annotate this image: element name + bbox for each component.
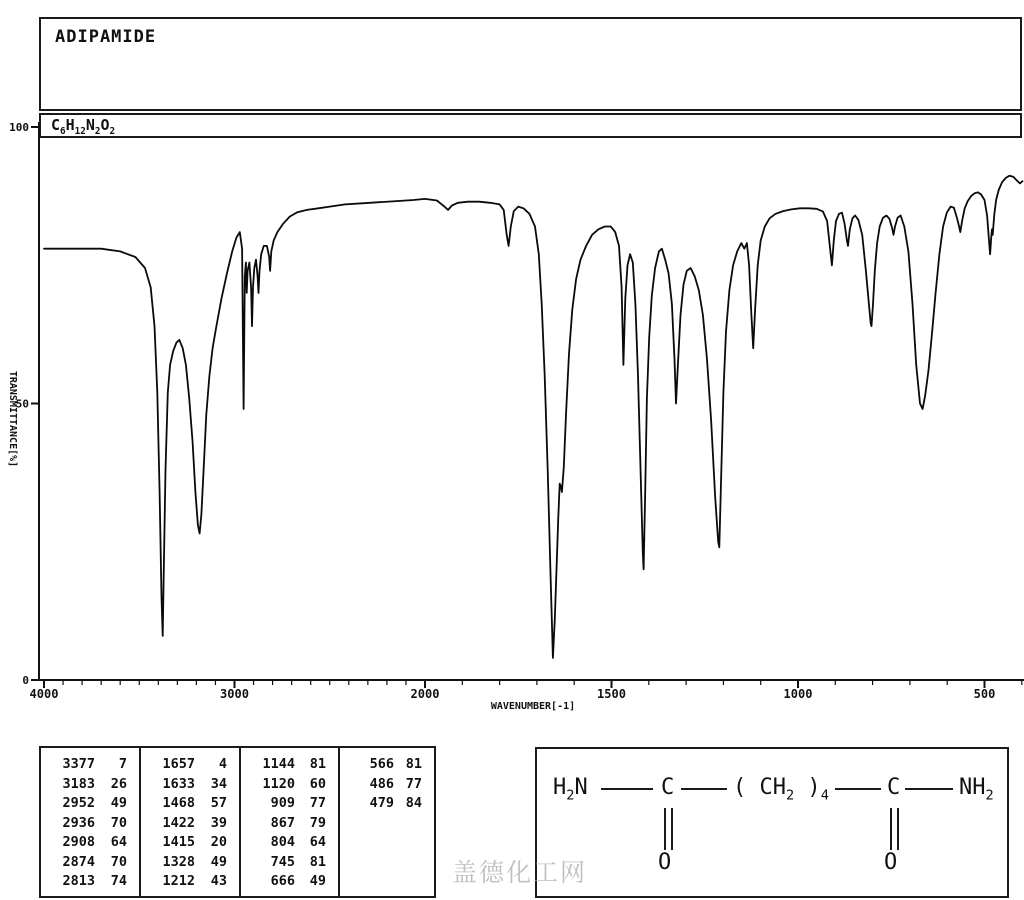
bond-line — [601, 788, 653, 790]
peak-wavenumber: 867 — [270, 814, 295, 831]
carbonyl-carbon-right: C — [887, 775, 901, 800]
peak-transmittance: 81 — [309, 853, 326, 870]
y-tick-label: 0 — [22, 674, 29, 687]
text-run: NH — [959, 775, 986, 800]
double-bond-line — [890, 808, 892, 850]
double-bond-line — [897, 808, 899, 850]
spectrum-curve — [44, 176, 1023, 658]
peak-wavenumber: 3183 — [62, 775, 95, 792]
peak-wavenumber: 1328 — [162, 853, 195, 870]
subscript: 12 — [74, 126, 86, 137]
peak-transmittance: 57 — [210, 795, 227, 811]
text-run: ( CH — [733, 775, 786, 800]
text-run: N — [574, 775, 588, 800]
peak-row — [153, 853, 227, 873]
peak-row — [253, 872, 326, 892]
subscript: 2 — [94, 126, 101, 137]
peak-transmittance: 20 — [210, 834, 227, 850]
peak-wavenumber: 1422 — [162, 814, 195, 831]
peak-transmittance: 70 — [110, 814, 127, 831]
subscript: 6 — [60, 126, 66, 137]
bond-line — [681, 788, 727, 790]
text-run: O — [100, 116, 110, 134]
peak-wavenumber: 909 — [270, 795, 295, 811]
peak-transmittance: 84 — [405, 795, 422, 811]
peak-row — [153, 775, 227, 795]
peak-wavenumber: 566 — [369, 756, 394, 772]
peak-transmittance: 74 — [110, 873, 127, 889]
peak-transmittance: 39 — [210, 814, 227, 831]
y-tick-label: 50 — [15, 397, 29, 411]
carbonyl-carbon-left: C — [661, 775, 675, 800]
peak-table — [39, 746, 436, 898]
peak-transmittance: 64 — [309, 834, 326, 850]
peak-wavenumber: 804 — [270, 834, 295, 850]
peak-table-column-2 — [141, 748, 241, 896]
oxygen-atom-left: O — [658, 850, 672, 875]
peak-wavenumber: 479 — [369, 795, 394, 811]
peak-wavenumber: 1633 — [162, 775, 195, 792]
subscript: 2 — [109, 126, 116, 137]
peak-row — [53, 755, 127, 775]
peak-transmittance: 77 — [405, 775, 422, 792]
y-tick-label: 100 — [9, 121, 29, 134]
peak-wavenumber: 3377 — [62, 756, 95, 772]
peak-transmittance: 26 — [110, 775, 127, 792]
peak-wavenumber: 1212 — [162, 873, 195, 889]
text-run: H — [553, 775, 567, 800]
molecular-formula-panel — [39, 113, 1022, 138]
x-tick-label: 1000 — [783, 687, 813, 701]
peak-row — [153, 794, 227, 814]
site-watermark: 盖德化工网 — [452, 858, 588, 887]
peak-row — [253, 833, 326, 853]
peak-wavenumber: 1144 — [262, 756, 295, 772]
text-run: ) — [794, 775, 821, 800]
peak-wavenumber: 486 — [369, 775, 394, 792]
peak-wavenumber: 1120 — [262, 775, 295, 792]
peak-wavenumber: 1468 — [162, 795, 195, 811]
peak-row — [53, 853, 127, 873]
peak-row — [153, 755, 227, 775]
peak-transmittance: 7 — [118, 756, 127, 772]
peak-row — [53, 775, 127, 795]
double-bond-line — [664, 808, 666, 850]
peak-transmittance: 60 — [309, 775, 326, 792]
x-tick-label: 1500 — [597, 687, 626, 701]
peak-row — [153, 833, 227, 853]
amine-left-group — [553, 775, 588, 803]
bond-line — [835, 788, 881, 790]
oxygen-atom-right: O — [884, 850, 898, 875]
peak-row — [253, 794, 326, 814]
peak-row — [253, 755, 326, 775]
x-tick-label: 3000 — [220, 687, 249, 701]
peak-transmittance: 81 — [405, 756, 422, 772]
peak-table-column-4 — [340, 748, 434, 896]
peak-transmittance: 49 — [110, 795, 127, 811]
peak-wavenumber: 1415 — [162, 834, 195, 850]
peak-wavenumber: 745 — [270, 853, 295, 870]
x-tick-label: 2000 — [410, 687, 440, 701]
peak-row — [53, 833, 127, 853]
peak-table-column-3 — [241, 748, 340, 896]
peak-wavenumber: 666 — [270, 873, 295, 889]
compound-name: ADIPAMIDE — [55, 27, 157, 47]
peak-row — [352, 775, 422, 795]
peak-wavenumber: 2952 — [62, 795, 95, 811]
subscript: 2 — [566, 787, 575, 804]
peak-transmittance: 79 — [309, 814, 326, 831]
peak-transmittance: 77 — [309, 795, 326, 811]
peak-row — [352, 755, 422, 775]
subscript: 2 — [985, 787, 994, 804]
peak-transmittance: 81 — [309, 756, 326, 772]
peak-row — [53, 814, 127, 834]
subscript: 2 — [785, 787, 795, 804]
x-tick-label: 500 — [973, 687, 996, 701]
peak-wavenumber: 2874 — [62, 853, 95, 870]
methylene-chain-group — [733, 775, 829, 803]
peak-wavenumber: 2813 — [62, 873, 95, 889]
peak-row — [53, 872, 127, 892]
peak-wavenumber: 1657 — [162, 756, 195, 772]
peak-row — [153, 814, 227, 834]
peak-row — [253, 775, 326, 795]
text-run: N — [85, 116, 95, 134]
double-bond-line — [671, 808, 673, 850]
peak-transmittance: 34 — [210, 775, 227, 792]
molecular-formula — [51, 116, 115, 137]
peak-wavenumber: 2908 — [62, 834, 95, 850]
structure-panel — [535, 747, 1009, 898]
peak-row — [253, 814, 326, 834]
compound-title-panel — [39, 17, 1022, 111]
x-tick-label: 4000 — [29, 687, 59, 701]
peak-transmittance: 4 — [218, 756, 227, 772]
peak-wavenumber: 2936 — [62, 814, 95, 831]
peak-transmittance: 64 — [110, 834, 127, 850]
text-run: H — [65, 116, 75, 134]
subscript: 4 — [820, 787, 829, 804]
y-axis-label: TRANSMITTANCE[%] — [7, 370, 18, 468]
text-run: C — [51, 116, 61, 134]
peak-transmittance: 49 — [210, 853, 227, 870]
peak-transmittance: 43 — [210, 873, 227, 889]
x-axis-label: WAVENUMBER[-1] — [490, 701, 576, 712]
bond-line — [905, 788, 953, 790]
peak-row — [53, 794, 127, 814]
peak-row — [153, 872, 227, 892]
peak-row — [352, 794, 422, 814]
peak-transmittance: 49 — [309, 873, 326, 889]
peak-transmittance: 70 — [110, 853, 127, 870]
peak-table-column-1 — [41, 748, 141, 896]
peak-row — [253, 853, 326, 873]
amine-right-group — [959, 775, 994, 803]
